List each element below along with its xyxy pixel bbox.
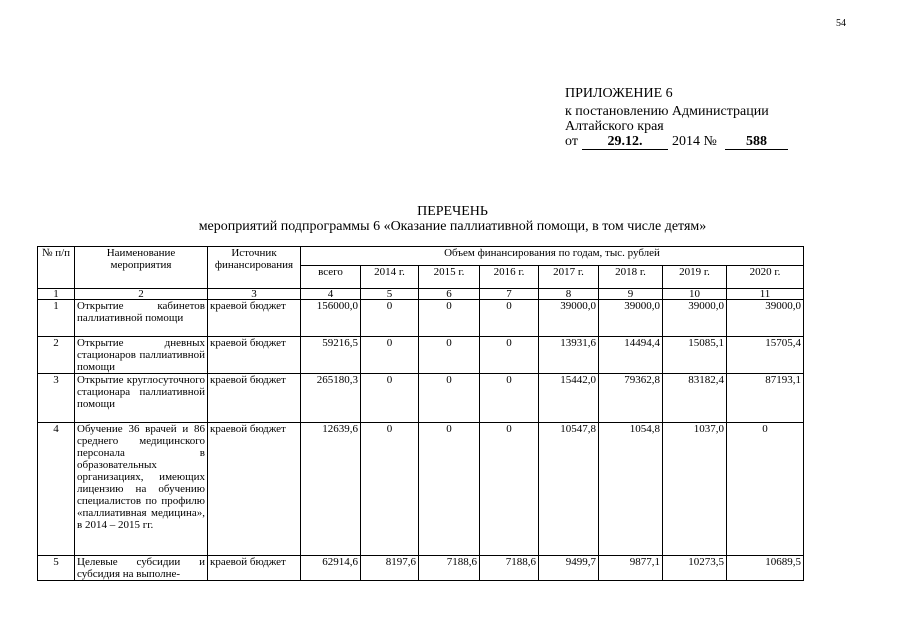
appendix-date: 29.12. <box>582 134 668 150</box>
cell-2016: 0 <box>480 423 539 556</box>
cell-total: 12639,6 <box>301 423 361 556</box>
header-2017: 2017 г. <box>539 266 599 289</box>
cell-2017: 13931,6 <box>539 337 599 374</box>
appendix-line2: к постановлению Администрации <box>565 104 769 119</box>
cell-2019: 10273,5 <box>663 556 727 581</box>
table-row <box>38 337 804 374</box>
cell-source: краевой бюджет <box>208 337 301 374</box>
column-number: 10 <box>663 289 727 300</box>
header-2014: 2014 г. <box>361 266 419 289</box>
column-number: 11 <box>727 289 804 300</box>
funding-table <box>37 246 804 581</box>
header-2020: 2020 г. <box>727 266 804 289</box>
cell-source: краевой бюджет <box>208 300 301 337</box>
cell-2019: 1037,0 <box>663 423 727 556</box>
cell-2017: 10547,8 <box>539 423 599 556</box>
cell-2019: 15085,1 <box>663 337 727 374</box>
cell-2015: 0 <box>419 337 480 374</box>
cell-name: Целевые субсидии и субсидия на выполне- <box>75 556 208 581</box>
cell-2020: 0 <box>727 423 804 556</box>
appendix-prefix: от <box>565 134 578 149</box>
cell-name: Открытие кабинетов паллиативной помощи <box>75 300 208 337</box>
cell-2018: 14494,4 <box>599 337 663 374</box>
appendix-number: 588 <box>725 134 788 150</box>
column-number: 6 <box>419 289 480 300</box>
cell-2016: 7188,6 <box>480 556 539 581</box>
cell-num: 2 <box>38 337 75 374</box>
appendix-block <box>565 86 769 152</box>
cell-2017: 39000,0 <box>539 300 599 337</box>
header-source: Источник финансирования <box>208 247 301 289</box>
cell-total: 156000,0 <box>301 300 361 337</box>
cell-2014: 0 <box>361 337 419 374</box>
header-2019: 2019 г. <box>663 266 727 289</box>
cell-2016: 0 <box>480 374 539 423</box>
appendix-line3: Алтайского края <box>565 119 664 134</box>
cell-2018: 1054,8 <box>599 423 663 556</box>
cell-total: 265180,3 <box>301 374 361 423</box>
cell-2018: 9877,1 <box>599 556 663 581</box>
cell-name: Открытие дневных стационаров паллиативной помощи <box>75 337 208 374</box>
appendix-year: 2014 № <box>672 134 717 149</box>
column-number-row <box>38 289 804 300</box>
column-number: 3 <box>208 289 301 300</box>
cell-num: 1 <box>38 300 75 337</box>
cell-2020: 15705,4 <box>727 337 804 374</box>
column-number: 1 <box>38 289 75 300</box>
cell-2014: 0 <box>361 300 419 337</box>
cell-2020: 10689,5 <box>727 556 804 581</box>
header-2018: 2018 г. <box>599 266 663 289</box>
cell-2017: 15442,0 <box>539 374 599 423</box>
cell-2015: 7188,6 <box>419 556 480 581</box>
table-row <box>38 556 804 581</box>
cell-2015: 0 <box>419 374 480 423</box>
cell-2014: 8197,6 <box>361 556 419 581</box>
appendix-decree-line <box>565 134 769 152</box>
cell-num: 5 <box>38 556 75 581</box>
cell-2020: 87193,1 <box>727 374 804 423</box>
cell-2018: 39000,0 <box>599 300 663 337</box>
cell-2015: 0 <box>419 300 480 337</box>
header-2016: 2016 г. <box>480 266 539 289</box>
cell-source: краевой бюджет <box>208 374 301 423</box>
document-title: ПЕРЕЧЕНЬ <box>417 204 488 219</box>
table-header-row <box>38 247 804 266</box>
table-row <box>38 300 804 337</box>
header-name: Наименование мероприятия <box>75 247 208 289</box>
column-number: 7 <box>480 289 539 300</box>
header-num: № п/п <box>38 247 75 289</box>
column-number: 8 <box>539 289 599 300</box>
page-number: 54 <box>836 18 846 29</box>
cell-2016: 0 <box>480 300 539 337</box>
table-row <box>38 423 804 556</box>
appendix-title: ПРИЛОЖЕНИЕ 6 <box>565 86 673 101</box>
cell-2016: 0 <box>480 337 539 374</box>
column-number: 2 <box>75 289 208 300</box>
document-subtitle: мероприятий подпрограммы 6 «Оказание паллиативной помощи, в том числе детям» <box>198 219 707 234</box>
header-funding: Объем финансирования по годам, тыс. рублей <box>301 247 804 266</box>
column-number: 5 <box>361 289 419 300</box>
cell-2018: 79362,8 <box>599 374 663 423</box>
header-total: всего <box>301 266 361 289</box>
cell-name: Открытие круглосуточного стационара паллиативной помощи <box>75 374 208 423</box>
cell-source: краевой бюджет <box>208 423 301 556</box>
column-number: 4 <box>301 289 361 300</box>
cell-2014: 0 <box>361 374 419 423</box>
table-row <box>38 374 804 423</box>
cell-total: 59216,5 <box>301 337 361 374</box>
cell-name: Обучение 36 врачей и 86 среднего медицинского персонала в образовательных организациях, имеющих лицензию на обучению специалистов по профилю «паллиативная медицина», в 2014 – 2015 гг. <box>75 423 208 556</box>
cell-num: 4 <box>38 423 75 556</box>
cell-2019: 39000,0 <box>663 300 727 337</box>
cell-2014: 0 <box>361 423 419 556</box>
cell-2020: 39000,0 <box>727 300 804 337</box>
header-2015: 2015 г. <box>419 266 480 289</box>
column-number: 9 <box>599 289 663 300</box>
cell-num: 3 <box>38 374 75 423</box>
cell-source: краевой бюджет <box>208 556 301 581</box>
cell-2019: 83182,4 <box>663 374 727 423</box>
cell-total: 62914,6 <box>301 556 361 581</box>
cell-2015: 0 <box>419 423 480 556</box>
cell-2017: 9499,7 <box>539 556 599 581</box>
